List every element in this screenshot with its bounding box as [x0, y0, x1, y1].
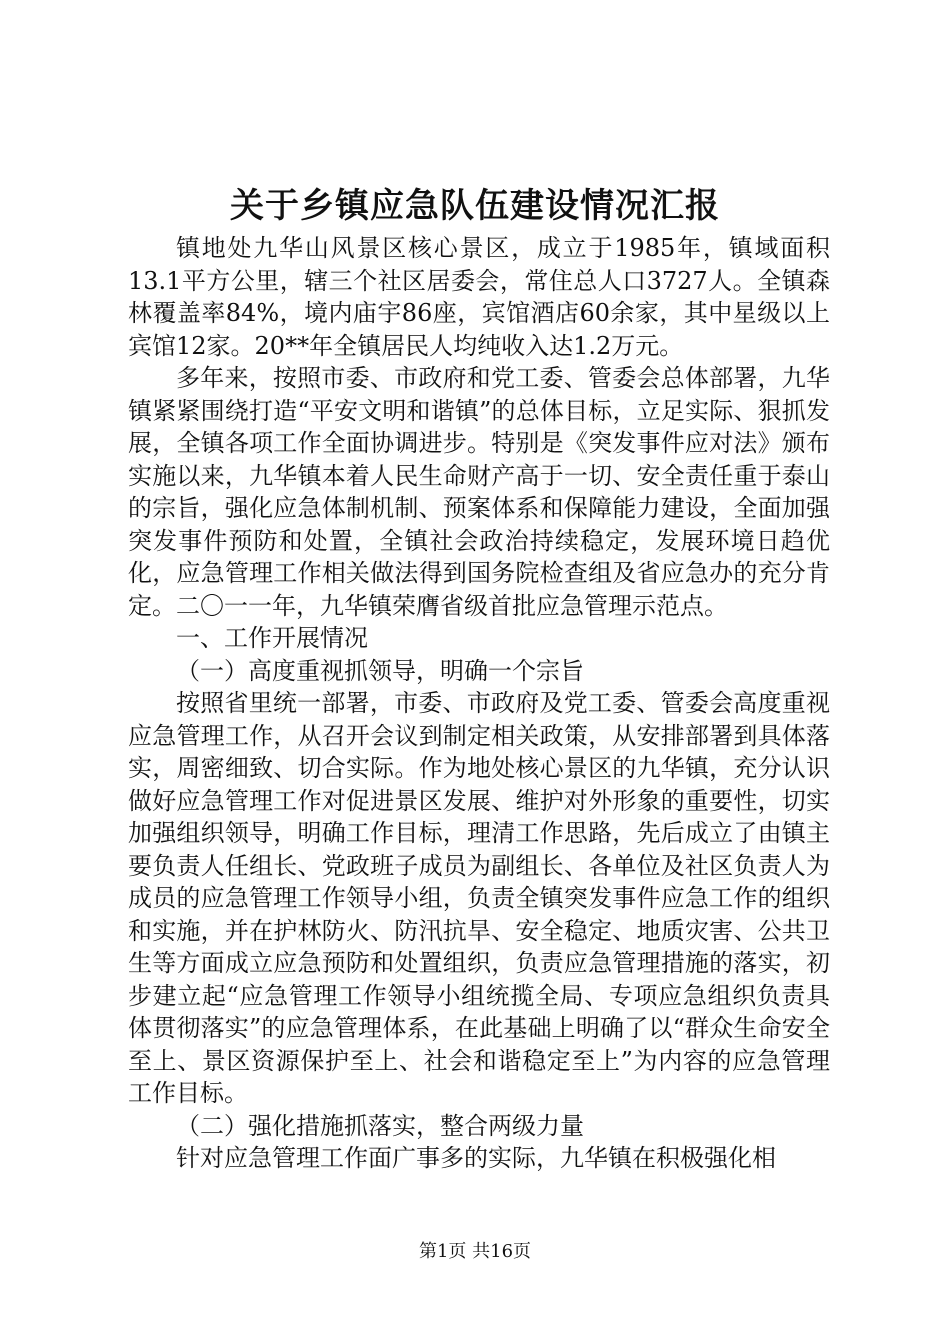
document-body [128, 232, 830, 1175]
paragraph-intro: 镇地处九华山风景区核心景区，成立于1985年，镇域面积13.1平方公里，辖三个社区居委会，常住总人口3727人。全镇森林覆盖率84%，境内庙宇86座，宾馆酒店60余家，其中星级以上宾馆12家。20**年全镇居民人均纯收入达1.2万元。 [128, 234, 830, 360]
section-heading-1: 一、工作开展情况 [176, 624, 368, 652]
paragraph-leadership: 按照省里统一部署，市委、市政府及党工委、管委会高度重视应急管理工作，从召开会议到制定相关政策，从安排部署到具体落实，周密细致、切合实际。作为地处核心景区的九华镇，充分认识做好应急管理工作对促进景区发展、维护对外形象的重要性，切实加强组织领导，明确工作目标，理清工作思路，先后成立了由镇主要负责人任组长、党政班子成员为副组长、各单位及社区负责人为成员的应急管理工作领导小组，负责全镇突发事件应急工作的组织和实施，并在护林防火、防汛抗旱、安全稳定、地质灾害、公共卫生等方面成立应急预防和处置组织，负责应急管理措施的落实，初步建立起“应急管理工作领导小组统揽全局、专项应急组织负责具体贯彻落实”的应急管理体系，在此基础上明确了以“群众生命安全至上、景区资源保护至上、社会和谐稳定至上”为内容的应急管理工作目标。 [128, 689, 830, 1107]
subsection-heading-2: （二）强化措施抓落实，整合两级力量 [176, 1111, 584, 1140]
document-title: 关于乡镇应急队伍建设情况汇报 [230, 186, 720, 226]
paragraph-measures: 针对应急管理工作面广事多的实际，九华镇在积极强化相 [176, 1144, 776, 1172]
paragraph-overview: 多年来，按照市委、市政府和党工委、管委会总体部署，九华镇紧紧围绕打造“平安文明和谐镇”的总体目标，立足实际、狠抓发展，全镇各项工作全面协调进步。特别是《突发事件应对法》颁布实施以来，九华镇本着人民生命财产高于一切、安全责任重于泰山的宗旨，强化应急体制机制、预案体系和保障能力建设，全面加强突发事件预防和处置，全镇社会政治持续稳定，发展环境日趋优化，应急管理工作相关做法得到国务院检查组及省应急办的充分肯定。二〇一一年，九华镇荣膺省级首批应急管理示范点。 [128, 364, 830, 620]
subsection-heading-1: （一）高度重视抓领导，明确一个宗旨 [176, 656, 584, 685]
page-footer: 第1页 共16页 [418, 1241, 532, 1262]
